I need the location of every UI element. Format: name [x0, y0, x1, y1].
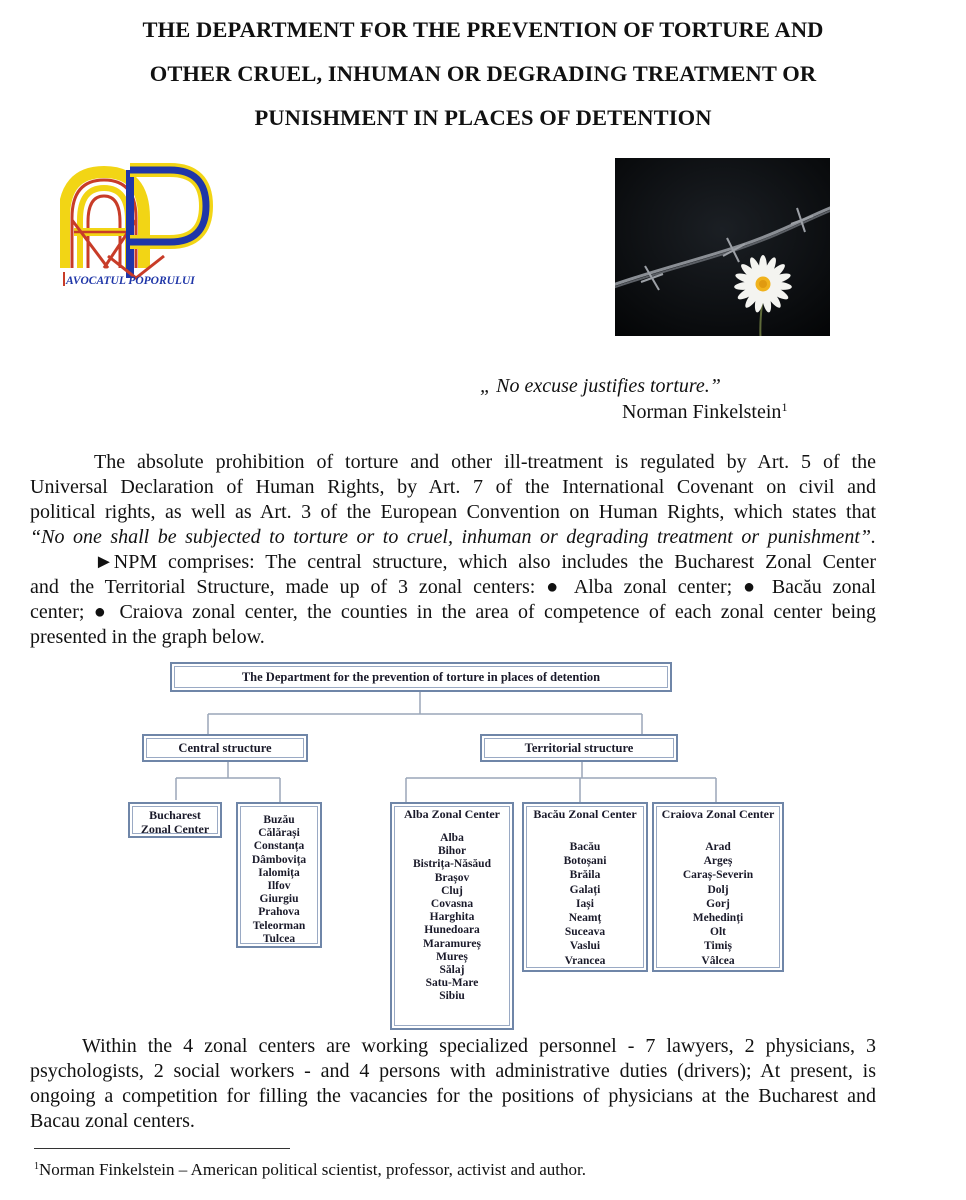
territorial-structure-box: [480, 734, 678, 762]
county-item: Brăila: [569, 869, 601, 882]
avocatul-poporului-logo: [60, 160, 220, 286]
county-item: Vaslui: [569, 940, 601, 953]
county-item: Bihor: [437, 845, 467, 858]
bacau-zonal-center-box: [522, 802, 648, 972]
logo-caption: AVOCATUL POPORULUI: [66, 275, 195, 286]
county-item: Caraș-Severin: [682, 869, 754, 882]
text-line: Bacau zonal centers.: [30, 1110, 195, 1132]
text-line: center; ● Craiova zonal center, the counties in the area of competence of each zonal center being: [30, 601, 876, 623]
quoted-convention-text: “No one shall be subjected to torture or to cruel, inhuman or degrading treatment or punishment”.: [30, 526, 876, 548]
county-item: Covasna: [430, 898, 474, 911]
county-item: Călărași: [258, 827, 300, 840]
alba-zonal-center-box: [390, 802, 514, 1030]
title-line: OTHER CRUEL, INHUMAN OR DEGRADING TREATMENT OR: [149, 61, 817, 86]
county-item: Galați: [569, 883, 601, 896]
county-item: Sălaj: [439, 964, 465, 977]
county-item: Cluj: [441, 884, 463, 897]
zone-name: Alba Zonal Center: [404, 807, 500, 821]
zone-name: Craiova Zonal Center: [661, 807, 775, 821]
central-structure-box: [142, 734, 308, 762]
county-item: Dolj: [707, 883, 729, 896]
intro-paragraph: [30, 450, 876, 650]
county-item: Hunedoara: [424, 924, 480, 937]
bucharest-zonal-center-box: [128, 802, 222, 838]
county-item: Ilfov: [267, 880, 291, 893]
county-item: Suceava: [564, 926, 606, 939]
text-line: psychologists, 2 social workers - and 4 persons with administrative duties (drivers); At present, is: [30, 1060, 876, 1082]
footnote: [34, 1160, 586, 1180]
department-root-box: [170, 662, 672, 692]
footnote-text: Norman Finkelstein – American political scientist, professor, activist and author.: [39, 1160, 586, 1179]
county-item: Alba: [440, 832, 464, 844]
bucharest-label-line: Bucharest: [149, 808, 201, 822]
county-item: Giurgiu: [259, 893, 299, 906]
text-line: presented in the graph below.: [30, 626, 265, 648]
zone-county-list: [654, 840, 782, 968]
epigraph-quote: „ No excuse justifies torture.”: [480, 375, 721, 397]
county-item: Botoșani: [563, 855, 607, 868]
barbed-wire-daisy-photo: [615, 158, 830, 336]
county-item: Argeș: [703, 855, 733, 868]
territorial-structure-label: Territorial structure: [524, 741, 634, 755]
county-item: Iași: [576, 897, 594, 910]
central-structure-label: Central structure: [178, 741, 272, 755]
text-line: political rights, as well as Art. 3 of the European Convention on Human Rights, which states that: [30, 501, 876, 523]
county-item: Neamț: [568, 912, 602, 925]
zone-name: Bacău Zonal Center: [533, 807, 637, 821]
epigraph-author: [622, 400, 787, 424]
text-line: and the Territorial Structure, made up of 3 zonal centers: ● Alba zonal center; ● Bacău zonal: [30, 576, 876, 598]
county-item: Buzău: [263, 814, 295, 826]
footnote-mark: 1: [34, 1161, 39, 1172]
footnote-ref: 1: [781, 400, 788, 414]
county-item: Olt: [710, 926, 726, 939]
text-line: Universal Declaration of Human Rights, by Art. 7 of the International Covenant on civil and: [30, 476, 876, 498]
footnote-separator: [34, 1148, 290, 1149]
county-item: Bacău: [569, 841, 601, 853]
title-line: PUNISHMENT IN PLACES OF DETENTION: [254, 105, 712, 130]
county-item: Tulcea: [262, 932, 296, 945]
document-title: [40, 8, 926, 140]
county-item: Mureș: [436, 950, 468, 963]
text-line: Within the 4 zonal centers are working specialized personnel - 7 lawyers, 2 physicians, 3: [82, 1035, 876, 1057]
county-item: Constanța: [253, 840, 305, 853]
county-item: Brașov: [434, 871, 470, 884]
zone-county-list: [524, 840, 646, 968]
text-line: ongoing a competition for filling the vacancies for the positions of physicians at the Bucharest and: [30, 1085, 876, 1107]
author-name: Norman Finkelstein: [622, 401, 782, 423]
county-item: Vrancea: [564, 954, 606, 967]
county-item: Satu-Mare: [425, 977, 479, 990]
county-item: Mehedinți: [692, 912, 744, 925]
text-line: The absolute prohibition of torture and other ill-treatment is regulated by Art. 5 of the: [94, 451, 876, 473]
personnel-paragraph: [30, 1034, 876, 1134]
county-item: Bistrița-Năsăud: [413, 858, 491, 871]
title-line: THE DEPARTMENT FOR THE PREVENTION OF TORTURE AND: [142, 17, 824, 42]
county-item: Arad: [705, 841, 731, 853]
county-item: Harghita: [429, 911, 475, 924]
county-item: Timiș: [704, 940, 732, 953]
county-item: Sibiu: [439, 990, 465, 1003]
county-item: Prahova: [258, 906, 300, 919]
county-item: Vâlcea: [701, 954, 735, 967]
zone-county-list: [392, 832, 512, 1004]
county-item: Dâmbovița: [251, 853, 307, 866]
county-item: Teleorman: [252, 919, 306, 932]
county-item: Ialomița: [258, 866, 300, 879]
text-line: ►NPM comprises: The central structure, which also includes the Bucharest Zonal Center: [94, 551, 876, 573]
department-root-label: The Department for the prevention of torture in places of detention: [241, 670, 601, 684]
bucharest-counties-box: [236, 802, 322, 948]
county-item: Maramureș: [423, 937, 481, 950]
county-item: Gorj: [706, 897, 730, 910]
org-chart: [120, 656, 800, 1030]
bucharest-label-line: Zonal Center: [140, 822, 210, 836]
craiova-zonal-center-box: [652, 802, 784, 972]
